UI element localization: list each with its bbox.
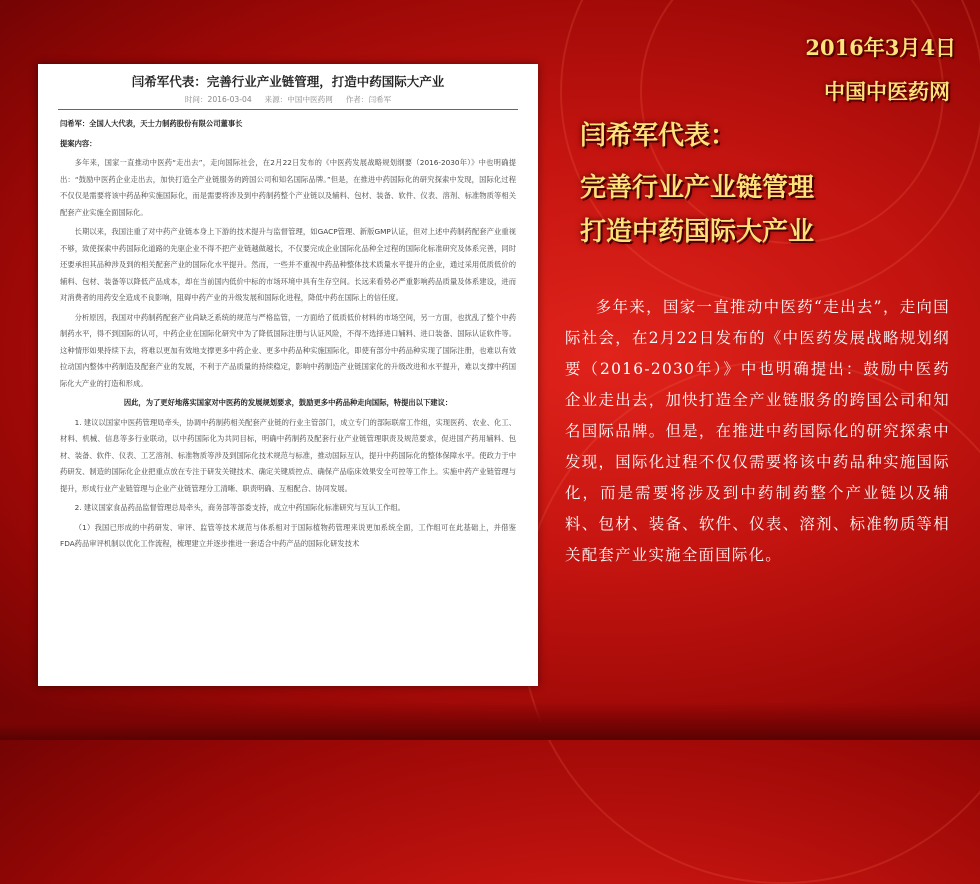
- date-label: 2016年3月4日: [805, 35, 956, 60]
- article-paragraph: 1. 建议以国家中医药管理局牵头，协调中药制药相关配套产业链的行业主管部门，成立专门的部际联席工作组，实现医药、农业、化工、材料、机械、信息等多行业联动，以中药国际化为共同目标，明确中药制药及配套行业产业链管理职责及规范要求，促进国产药用辅料、包材、装备、软件、仪表、工艺溶剂、标准物质等涉及到国际化技术规范与标准，推动国际互认，提升中药国际化的整体保障水平。使政力于中药研发、制造的国际化企业把重点放在专注于研发关键技术、确定关键质控点、确保产品临床效果安全可控等工作上。实施中药产业链管理与提升，形成行业产业链管理与企业产业链管理分工清晰、职责明确、互相配合、协同发展。: [60, 417, 516, 493]
- article-meta: [38, 94, 538, 105]
- summary-text: 多年来，国家一直推动中医药“走出去”，走向国际社会，在2月22日发布的《中医药发展战略规划纲要（2016-2030年）》中也明确提出：鼓励中医药企业走出去，加快打造全产业链服务的跨国公司和知名国际品牌。但是，在推进中药国际化的研究探索中发现，国际化过程不仅仅需要将该中药品种实施国际化，而是需要将涉及到中药制药整个产业链以及辅料、包材、装备、软件、仪表、溶剂、标准物质等相关配套产业实施全面国际化。: [565, 298, 950, 564]
- article-time: 时间：2016-03-04: [184, 95, 252, 104]
- article-paragraph: 分析原因，我国对中药制药配套产业尚缺乏系统的规范与严格监管，一方面给了低质低价材料的市场空间，另一方面，也扰乱了整个中药制药水平，得不到国际的认可，中药企业在国际化研究中为了降低国际注册与认证风险，不得不选择进口辅料、进口装备、国际认证软件等。这种情形如果持续下去，将难以更加有效地支撑更多中药企业、更多中药品种实施国际化，即使有部分中药品种实现了国际注册，也难以有效拉动国内整体中药制造及配套产业的发展，不利于产品质量的持续稳定，影响中药制造产业链国家化的升级改进和水平提升，难以支撑中药国际化大产业的打造和形成。: [60, 312, 516, 388]
- article-paragraph: 多年来，国家一直推动中医药“走出去”，走向国际社会，在2月22日发布的《中医药发展战略规划纲要（2016-2030年）》中也明确提出：“鼓励中医药企业走出去，加快打造全产业链服务的跨国公司和知名国际品牌。”但是，在推进中药国际化的研究探索中发现，国际化过程不仅仅是需要将该中药品种实施国际化，而是需要将涉及到中药制药整个产业链以及辅料、包材、装备、软件、仪表、溶剂、标准物质等相关配套产业实施全面国际化。: [60, 158, 516, 217]
- article-screenshot: [38, 64, 538, 686]
- article-source: 来源：中国中医药网: [264, 95, 333, 104]
- bottom-band: [0, 702, 980, 740]
- slide-title-line-3: 打造中药国际大产业: [580, 217, 815, 247]
- slide-title-line-2: 完善行业产业链管理: [580, 173, 815, 203]
- slide-title: [580, 114, 814, 254]
- article-paragraph: 2. 建议国家食品药品监督管理总局牵头，商务部等部委支持，成立中药国际化标准研究与互认工作组。: [74, 503, 405, 512]
- article-paragraph: （1）我国已形成的中药研发、审评、监管等技术规范与体系相对于国际植物药管理来说更加系统全面，工作组可在此基础上，并借鉴FDA药品审评机制以优化工作流程，梳理建立并逐步推进一套适合中药产品的国际化研发技术: [60, 522, 516, 548]
- article-paragraph: 长期以来，我国注重了对中药产业链本身上下游的技术提升与监督管理，如GACP管理、新版GMP认证，但对上述中药制药配套产业重视不够，致使探索中药国际化道路的先驱企业不得不把产业链越做越长，不仅要完成企业国际化品种全过程的国际化标准研究及体系完善，同时还要承担其品种涉及到的相关配套产业的国际化水平提升。然而，一些并不重视中药品种整体技术质量水平提升的企业，通过采用低质低价的辅料、包材、装备等以降低产品成本，却在当前国内低价中标的市场环境中具有生存空间。长远来看势必严重影响药品质量及体系建设，进而对消费者的用药安全造成不良影响，阻碍中药产业的升级发展和国际化进程，降低中药在国际上的信任度。: [60, 227, 516, 302]
- article-title: 闫希军代表：完善行业产业链管理，打造中药国际大产业: [131, 74, 445, 89]
- source-label: 中国中医药网: [824, 79, 950, 104]
- article-paragraph: 因此，为了更好地落实国家对中医药的发展规划要求，鼓励更多中药品种走向国际，特提出以下建议：: [123, 398, 453, 407]
- article-body: [38, 110, 538, 553]
- article-author: 作者：闫希军: [345, 95, 392, 104]
- article-byline: 闫希军：全国人大代表，天士力制药股份有限公司董事长: [60, 119, 243, 128]
- section-label: 提案内容：: [60, 138, 97, 148]
- slide-title-line-1: 闫希军代表：: [580, 121, 737, 151]
